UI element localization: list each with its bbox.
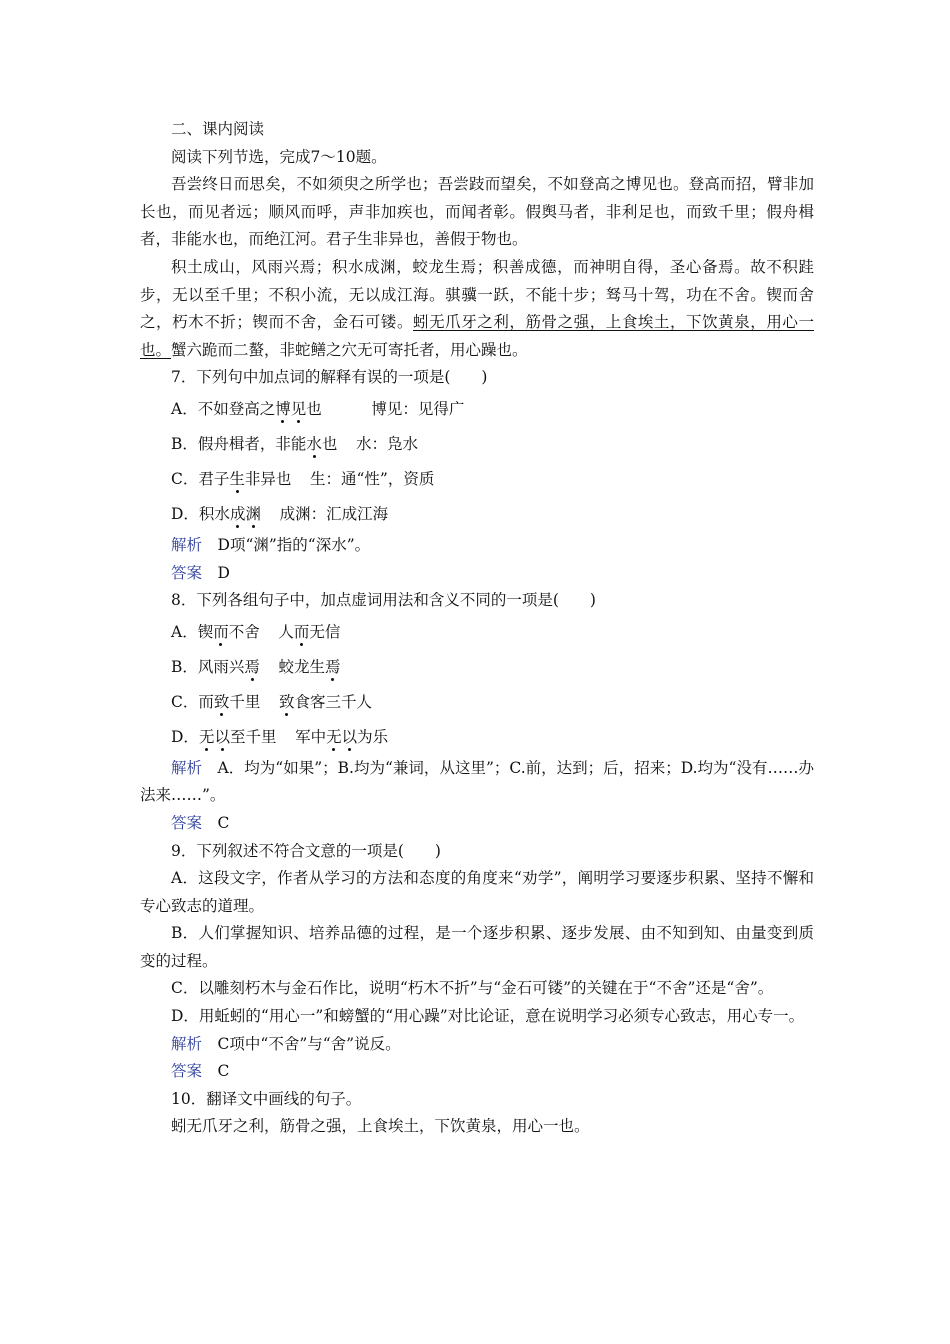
q7-d-text: D．积水: [171, 504, 230, 523]
answer-label: 答案: [171, 563, 203, 582]
section-heading: 二、课内阅读: [171, 120, 265, 138]
q7-analysis: [140, 532, 814, 560]
dotted-char: 渊: [245, 504, 261, 523]
q9-option-b: B．人们掌握知识、培养品德的过程，是一个逐步积累、逐步发展、由不知到知、由量变到质变的过程。: [140, 924, 814, 970]
q7-a-post: 也: [306, 399, 322, 418]
q9-analysis: [140, 1031, 814, 1059]
q8-a-mid: 不舍: [228, 622, 260, 641]
q8-answer: [140, 810, 814, 838]
dotted-char: 以: [214, 727, 230, 746]
dotted-char: 成: [229, 504, 246, 523]
dotted-char: 无: [198, 727, 215, 746]
answer-label: 答案: [171, 813, 203, 832]
q7-d-note: 成渊：汇成江海: [279, 504, 389, 523]
q7-answer-text: D: [217, 563, 230, 582]
q7-b-note: 水：凫水: [356, 434, 419, 453]
q8-a-pre2: 人: [278, 622, 294, 641]
q8-c-post2: 食客三千人: [294, 692, 373, 711]
q7-analysis-text: D项“渊”指的“深水”。: [217, 535, 371, 554]
dotted-char: 无: [326, 727, 342, 746]
dotted-char: 而: [213, 622, 229, 641]
dotted-char: 以: [341, 727, 358, 746]
underlined-sentence: 蚓无爪牙之利，筋骨之强，上食埃土，下饮黄泉，用心一也。: [140, 313, 814, 359]
dotted-char: 致: [213, 692, 230, 711]
q9-option-c: C．以雕刻朽木与金石作比，说明“朽木不折”与“金石可镂”的关键在于“不舍”还是“舍”。: [171, 979, 774, 998]
q7-c-text: C．君子: [171, 469, 230, 488]
q8-b-pre2: 蛟龙生: [278, 657, 326, 676]
q7-c-note: 生：通“性”，资质: [310, 469, 435, 488]
q8-a-text: A．锲: [171, 622, 214, 641]
passage-p2-before: 积土成山，风雨兴焉；积水成渊，蛟龙生焉；积善成德，而神明自得，圣心备焉。故不积跬步，无以至千里；不积小流，无以成江海。骐骥一跃，不能十步；驽马十驾，功在不舍。锲而舍之，朽木不折；锲而不舍，金石可镂。: [140, 257, 814, 332]
q9-option-d: D．用蚯蚓的“用心一”和螃蟹的“用心躁”对比论证，意在说明学习必须专心致志，用心专一。: [171, 1007, 805, 1026]
dotted-char: 焉: [244, 657, 260, 676]
q7-option-b: [140, 427, 814, 462]
q8-option-b: [140, 650, 814, 685]
analysis-label: 解析: [171, 758, 203, 777]
q9-answer: [140, 1058, 814, 1086]
q10-stem: 10．翻译文中画线的句子。: [171, 1089, 362, 1108]
q7-option-d: [140, 497, 814, 532]
q9-stem: 9．下列叙述不符合文意的一项是( ): [171, 841, 441, 860]
q8-d-mid: 至千里: [229, 727, 277, 746]
q8-c-text: C．而: [171, 692, 214, 711]
dotted-char: 水: [306, 434, 322, 453]
q7-option-c: [140, 462, 814, 497]
q8-answer-text: C: [217, 813, 230, 832]
dotted-char: 生: [229, 469, 245, 488]
q7-a-text: A．不如登高之: [171, 399, 276, 418]
dotted-char: 焉: [325, 657, 341, 676]
q8-option-d: [140, 720, 814, 755]
q7-stem: 7．下列句中加点词的解释有误的一项是( ): [171, 368, 488, 387]
q8-option-c: [140, 685, 814, 720]
passage-paragraph-2: [140, 254, 814, 364]
q8-c-mid: 千里: [229, 692, 261, 711]
q8-option-a: [140, 615, 814, 650]
q9-option-a: A．这段文字，作者从学习的方法和态度的角度来“劝学”，阐明学习要逐步积累、坚持不懈和专心致志的道理。: [140, 869, 814, 915]
dotted-char: 见: [290, 399, 307, 418]
q9-answer-text: C: [217, 1062, 230, 1081]
q8-d-pre2: 军中: [295, 727, 327, 746]
passage-paragraph-1: 吾尝终日而思矣，不如须臾之所学也；吾尝跂而望矣，不如登高之博见也。登高而招，臂非加长也，而见者远；顺风而呼，声非加疾也，而闻者彰。假舆马者，非利足也，而致千里；假舟楫者，非能水也，而绝江河。君子生非异也，善假于物也。: [140, 175, 814, 249]
analysis-label: 解析: [171, 535, 203, 554]
q8-d-text: D．: [171, 727, 199, 746]
q8-analysis-text: A．均为“如果”；B.均为“兼词，从这里”；C.前，达到；后，招来；D.均为“没有……办法来……”。: [140, 758, 814, 805]
q8-a-post2: 无信: [309, 622, 341, 641]
section-instruction: 阅读下列节选，完成7～10题。: [171, 147, 387, 166]
q8-stem: 8．下列各组句子中，加点虚词用法和含义不同的一项是( ): [171, 591, 596, 610]
q7-option-a: [140, 392, 814, 427]
q7-c-post: 非异也: [244, 469, 292, 488]
document-page: [140, 116, 814, 1141]
q10-sentence: 蚓无爪牙之利，筋骨之强，上食埃土，下饮黄泉，用心一也。: [171, 1117, 590, 1136]
q8-d-post2: 为乐: [357, 727, 389, 746]
dotted-char: 博: [275, 399, 291, 418]
q9-analysis-text: C项中“不舍”与“舍”说反。: [217, 1034, 401, 1053]
q7-answer: [140, 560, 814, 588]
answer-label: 答案: [171, 1062, 203, 1081]
dotted-char: 而: [293, 622, 310, 641]
passage-p2-after: 蟹六跪而二螯，非蛇鳝之穴无可寄托者，用心躁也。: [171, 340, 528, 359]
dotted-char: 致: [279, 692, 295, 711]
q7-b-post: 也: [321, 434, 338, 453]
q7-a-note: 博见：见得广: [371, 399, 465, 418]
q8-b-text: B．风雨兴: [171, 657, 245, 676]
q8-analysis: [140, 755, 814, 810]
analysis-label: 解析: [171, 1034, 203, 1053]
q7-b-text: B．假舟楫者，非能: [171, 434, 307, 453]
